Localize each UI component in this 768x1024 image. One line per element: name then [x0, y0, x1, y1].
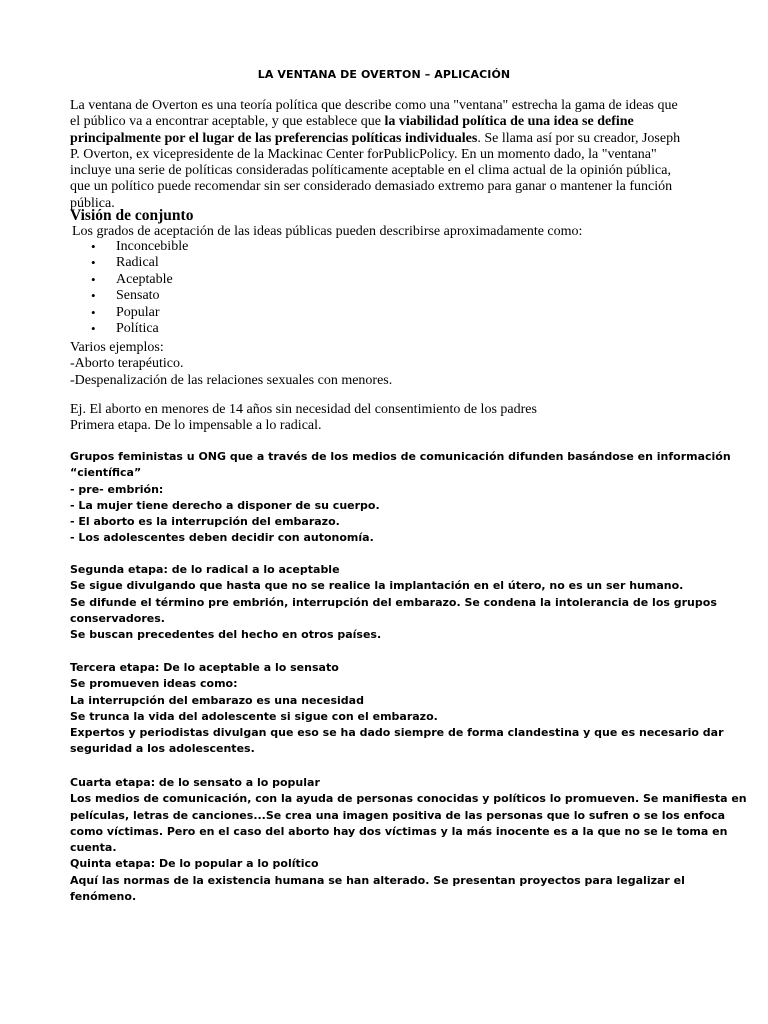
grade-item: • Popular	[91, 304, 160, 320]
intro-line: el público va a encontrar aceptable, y que establece que la viabilidad política de una idea se define	[70, 114, 634, 130]
stage-line: Grupos feministas u ONG que a través de los medios de comunicación difunden basándose en información	[70, 450, 731, 463]
intro-line: que un político puede recomendar sin ser considerado demasiado extremo para ganar o mantener la función	[70, 179, 673, 195]
bullet-icon: •	[91, 239, 96, 254]
stage-two-block	[70, 562, 717, 643]
intro-emphasis: la viabilidad política de una idea se define	[384, 114, 634, 130]
stage-line: seguridad a los adolescentes.	[70, 742, 255, 756]
grade-item: • Inconcebible	[91, 239, 189, 254]
stage-three-block	[70, 660, 724, 758]
grades-list	[70, 239, 188, 337]
example-line: Primera etapa. De lo impensable a lo radical.	[70, 418, 322, 434]
stage-line: Expertos y periodistas divulgan que eso se ha dado siempre de forma clandestina y que es necesario dar	[70, 726, 724, 740]
stage-one-block	[70, 449, 731, 547]
stage-line: Se sigue divulgando que hasta que no se realice la implantación en el útero, no es un ser humano.	[70, 579, 684, 593]
intro-line: La ventana de Overton es una teoría política que describe como una "ventana" estrecha la gama de ideas que	[70, 98, 678, 113]
stage-line: como víctimas. Pero en el caso del aborto hay dos víctimas y la más inocente es a la que no se le toma en	[70, 824, 728, 838]
intro-paragraph	[70, 98, 700, 212]
stage-line: fenómeno.	[70, 890, 137, 904]
stage-line: Los medios de comunicación, con la ayuda de personas conocidas y políticos lo promueven. Se manifiesta en	[70, 792, 747, 806]
stage-line: - El aborto es la interrupción del embarazo.	[70, 515, 340, 529]
stage-line: “científica”	[70, 466, 142, 480]
grades-intro: Los grados de aceptación de las ideas públicas pueden describirse aproximadamente como:	[72, 224, 583, 239]
examples-block	[70, 340, 700, 389]
bullet-icon: •	[91, 320, 96, 336]
stage-line: - La mujer tiene derecho a disponer de su cuerpo.	[70, 498, 380, 512]
stage-heading: Tercera etapa: De lo aceptable a lo sensato	[70, 661, 339, 674]
grade-item: • Política	[91, 320, 159, 336]
grade-item: • Aceptable	[91, 271, 173, 287]
bullet-icon: •	[91, 288, 96, 304]
intro-line: pública.	[70, 195, 115, 211]
stage-line: conservadores.	[70, 611, 165, 625]
examples-line: Varios ejemplos:	[70, 340, 164, 355]
grade-item: • Radical	[91, 255, 159, 271]
example-case	[70, 402, 700, 435]
stage-line: películas, letras de canciones...Se crea una imagen positiva de las personas que lo sufren o se los enfoca	[70, 808, 726, 822]
intro-line: incluye una serie de políticas consideradas políticamente aceptable en el clima actual de la opinión pública,	[70, 163, 671, 179]
stage-line: - pre- embrión:	[70, 482, 164, 496]
stage-heading: Cuarta etapa: de lo sensato a lo popular	[70, 776, 320, 789]
stage-heading: Quinta etapa: De lo popular a lo político	[70, 857, 319, 871]
examples-line: -Despenalización de las relaciones sexuales con menores.	[70, 372, 393, 388]
stage-line: cuenta.	[70, 841, 117, 855]
example-line: Ej. El aborto en menores de 14 años sin necesidad del consentimiento de los padres	[70, 402, 537, 417]
stage-line: Se difunde el término pre embrión, interrupción del embarazo. Se condena la intolerancia de los grupos	[70, 595, 717, 609]
stage-heading: Segunda etapa: de lo radical a lo aceptable	[70, 563, 340, 576]
stage-line: Se promueven ideas como:	[70, 677, 238, 691]
intro-line: principalmente por el lugar de las preferencias políticas individuales. Se llama así por su creador, Joseph	[70, 130, 681, 146]
bullet-icon: •	[91, 255, 96, 271]
bullet-icon: •	[91, 271, 96, 287]
intro-line: P. Overton, ex vicepresidente de la Mackinac Center forPublicPolicy. En un momento dado, la "ventana"	[70, 146, 657, 162]
bullet-icon: •	[91, 304, 96, 320]
stage-line: - Los adolescentes deben decidir con autonomía.	[70, 531, 374, 545]
document-title: LA VENTANA DE OVERTON – APLICACIÓN	[257, 68, 511, 81]
grade-item: • Sensato	[91, 288, 160, 304]
stage-line: Se buscan precedentes del hecho en otros países.	[70, 628, 382, 642]
intro-emphasis: principalmente por el lugar de las preferencias políticas individuales	[70, 130, 478, 146]
stage-line: Se trunca la vida del adolescente si sigue con el embarazo.	[70, 709, 438, 723]
stage-four-five-block	[70, 775, 747, 905]
stage-line: La interrupción del embarazo es una necesidad	[70, 693, 364, 707]
overview-heading: Visión de conjunto	[70, 207, 194, 224]
examples-line: -Aborto terapéutico.	[70, 356, 184, 372]
stage-line: Aquí las normas de la existencia humana se han alterado. Se presentan proyectos para legalizar el	[70, 873, 685, 887]
